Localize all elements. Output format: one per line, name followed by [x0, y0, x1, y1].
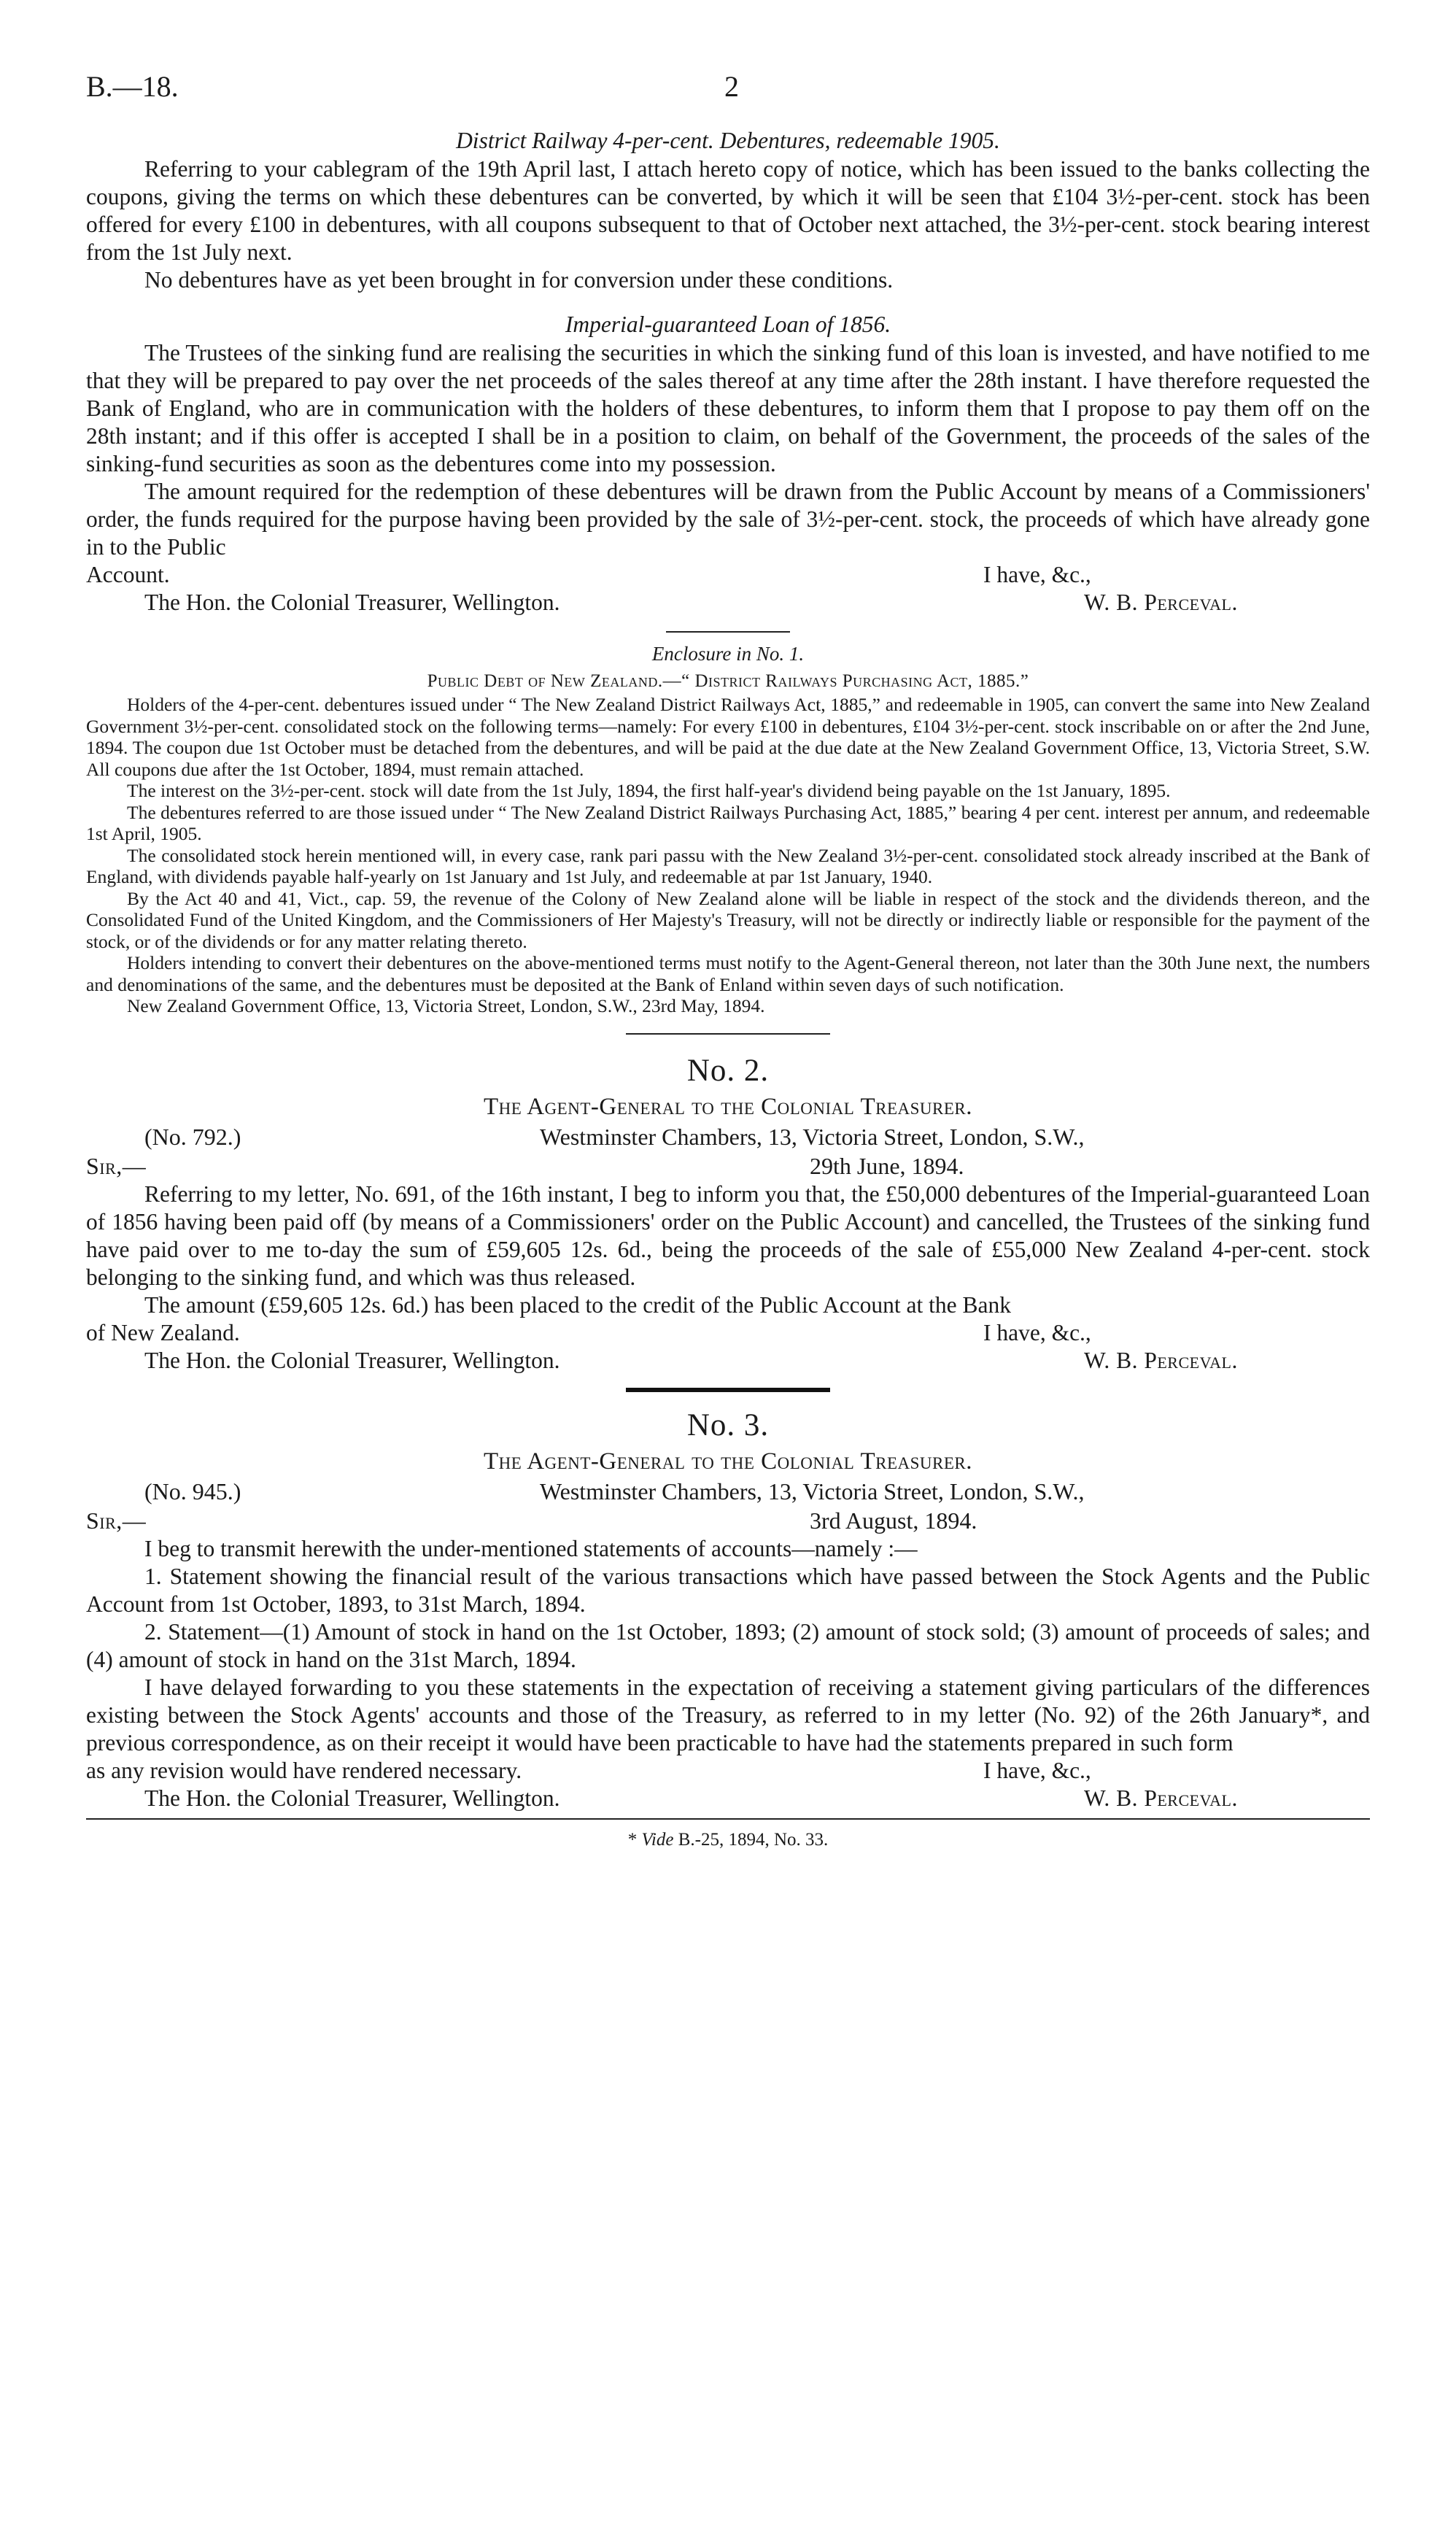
enclosure-title: Enclosure in No. 1.: [651, 643, 805, 665]
divider: [626, 1033, 830, 1035]
imperial-closing: I have, &c.,: [983, 562, 1091, 587]
document-page: [86, 69, 1370, 1852]
enclosure-paragraph: The consolidated stock herein mentioned will, in every case, rank pari passu with the New Zealand 3½-per-cent. consolidated stock already inscribed at the Bank of England, with dividends payable half-yearly on 1st January and 1st July, and redeemable at par 1st January, 1940.: [86, 844, 1370, 887]
divider: [666, 631, 790, 633]
enclosure-paragraph: Holders intending to convert their debentures on the above-mentioned terms must notify to the Agent-General thereon, not later than the 30th June next, the numbers and denominations of the same, and the debentures must be deposited at the Bank of Enland within seven days of such notification.: [86, 952, 1370, 995]
letter-no2-heading: No. 2.: [686, 1053, 770, 1088]
letter-no2-paragraph-2: The amount (£59,605 12s. 6d.) has been placed to the credit of the Public Account at the Bank: [144, 1291, 1011, 1318]
letter-no3-address: Westminster Chambers, 13, Victoria Street, London, S.W.,: [540, 1477, 1085, 1504]
letter-no3-date: 3rd August, 1894.: [810, 1507, 977, 1534]
letter-no3-from-to: The Agent-General to the Colonial Treasurer.: [483, 1448, 973, 1475]
letter-no2-ref: (No. 792.): [144, 1123, 241, 1150]
footnote-reference: B.-25, 1894, No. 33.: [678, 1829, 829, 1850]
enclosure-paragraph: The interest on the 3½-per-cent. stock will date from the 1st July, 1894, the first half-year's dividend being payable on the 1st January, 1895.: [127, 780, 1171, 801]
section-heading-district-railway: District Railway 4-per-cent. Debentures, redeemable 1905.: [456, 128, 1000, 153]
district-paragraph-1: Referring to your cablegram of the 19th April last, I attach hereto copy of notice, which has been issued to the banks collecting the coupons, giving the terms on which these debentures can be converted, by which it will be seen that £104 3½-per-cent. stock has been offered for every £100 in debentures, with all coupons subsequent to that of October next attached, the 3½-per-cent. stock bearing interest from the 1st July next.: [86, 156, 1370, 265]
enclosure-paragraph: The debentures referred to are those issued under “ The New Zealand District Railways Purchasing Act, 1885,” bearing 4 per cent. interest per annum, and redeemable 1st April, 1905.: [86, 801, 1370, 844]
letter-no3-heading: No. 3.: [686, 1407, 770, 1442]
imperial-paragraph-2-end: Account.: [86, 562, 170, 587]
letter-no2-address: Westminster Chambers, 13, Victoria Street, London, S.W.,: [540, 1123, 1085, 1150]
section-heading-imperial-loan: Imperial-guaranteed Loan of 1856.: [565, 312, 891, 337]
footnote-divider: [86, 1818, 1370, 1820]
letter-no2-from-to: The Agent-General to the Colonial Treasurer.: [483, 1093, 973, 1120]
footnote: [86, 1828, 1370, 1852]
letter-no3-closing: I have, &c.,: [983, 1757, 1091, 1783]
letter-no2-salutation: Sir,—: [86, 1152, 147, 1179]
imperial-paragraph-2: The amount required for the redemption of these debentures will be drawn from the Public Account by means of a Commissioners' order, the funds required for the purpose having been provided by the sale of 3½-per-cent. stock, the proceeds of which have already gone in to the Public: [86, 479, 1370, 560]
enclosure-subtitle: Public Debt of New Zealand.—“ District Railways Purchasing Act, 1885.”: [427, 671, 1029, 691]
document-id: B.—18.: [86, 70, 179, 103]
letter-no3-paragraph-4-end: as any revision would have rendered necessary.: [86, 1757, 522, 1783]
letter-no2-closing: I have, &c.,: [983, 1319, 1091, 1345]
letter-no3-paragraph-4: I have delayed forwarding to you these statements in the expectation of receiving a statement giving particulars of the differences existing between the Stock Agents' accounts and those of the Treasury, as referred to in my letter (No. 92) of the 26th January*, and previous correspondence, as on their receipt it would have been practicable to have had the statements prepared in such form: [86, 1674, 1370, 1755]
divider: [626, 1388, 830, 1392]
letter-no2-date-line: [86, 1151, 1370, 1181]
enclosure-paragraph: By the Act 40 and 41, Vict., cap. 59, the revenue of the Colony of New Zealand alone will be liable in respect of the stock and the dividends thereon, and the Consolidated Fund of the United Kingdom, and the Commissioners of Her Majesty's Treasury, will not be directly or indirectly liable or responsible for the payment of the stock, or of the dividends or for any matter relating thereto.: [86, 887, 1370, 952]
imperial-addressee: The Hon. the Colonial Treasurer, Wellington.: [144, 590, 560, 615]
enclosure-paragraph: New Zealand Government Office, 13, Victoria Street, London, S.W., 23rd May, 1894.: [127, 995, 765, 1016]
letter-no2-closing-line: [86, 1319, 1370, 1347]
letter-no3-addressee: The Hon. the Colonial Treasurer, Wellington.: [144, 1785, 560, 1811]
letter-no3-closing-line: [86, 1757, 1370, 1785]
letter-no2-signature: W. B. Perceval.: [1084, 1347, 1238, 1373]
letter-no3-salutation: Sir,—: [86, 1507, 147, 1534]
letter-no2-date: 29th June, 1894.: [810, 1152, 964, 1179]
letter-no3-date-line: [86, 1506, 1370, 1535]
page-number: 2: [724, 70, 739, 103]
letter-no3-ref: (No. 945.): [144, 1477, 241, 1504]
imperial-signature-line: [86, 589, 1370, 617]
letter-no2-paragraph-1: Referring to my letter, No. 691, of the 16th instant, I beg to inform you that, the £50,000 debentures of the Imperial-guaranteed Loan of 1856 having been paid off (by means of a Commissioners' order on the Public Account) and cancelled, the Trustees of the sinking fund have paid over to me to-day the sum of £59,605 12s. 6d., being the proceeds of the sale of £55,000 New Zealand 4-per-cent. stock belonging to the sinking fund, and which was thus released.: [86, 1181, 1370, 1290]
letter-no3-address-line: [86, 1477, 1370, 1506]
letter-no3-signature-line: [86, 1785, 1370, 1812]
enclosure-paragraph: Holders of the 4-per-cent. debentures issued under “ The New Zealand District Railways Act, 1885,” and redeemable in 1905, can convert the same into New Zealand Government 3½-per-cent. consolidated stock on the following terms—namely: For every £100 in debentures, £104 3½-per-cent. stock inscribable on or after the 2nd June, 1894. The coupon due 1st October must be detached from the debentures, and will be paid at the due date at the New Zealand Government Office, 13, Victoria Street, S.W. All coupons due after the 1st October, 1894, must remain attached.: [86, 694, 1370, 780]
imperial-paragraph-1: The Trustees of the sinking fund are realising the securities in which the sinking fund of this loan is invested, and have notified to me that they will be prepared to pay over the net proceeds of the sales thereof at any time after the 28th instant. I have therefore requested the Bank of England, who are in communication with the holders of these debentures, to inform them that I propose to pay them off on the 28th instant; and if this offer is accepted I shall be in a position to claim, on behalf of the Government, the proceeds of the sales of the sinking-fund securities as soon as the debentures come into my possession.: [86, 340, 1370, 476]
letter-no2-addressee: The Hon. the Colonial Treasurer, Wellington.: [144, 1347, 560, 1373]
letter-no3-paragraph-3: 2. Statement—(1) Amount of stock in hand on the 1st October, 1893; (2) amount of stock sold; (3) amount of proceeds of sales; and (4) amount of stock in hand on the 31st March, 1894.: [86, 1618, 1370, 1672]
letter-no2-address-line: [86, 1122, 1370, 1151]
letter-no3-signature: W. B. Perceval.: [1084, 1785, 1238, 1811]
footnote-marker: *: [627, 1829, 638, 1850]
footnote-vide: Vide: [641, 1829, 674, 1850]
letter-no3-paragraph-2: 1. Statement showing the financial result of the various transactions which have passed between the Stock Agents and the Public Account from 1st October, 1893, to 31st March, 1894.: [86, 1563, 1370, 1617]
letter-no3-paragraph-1: I beg to transmit herewith the under-mentioned statements of accounts—namely :—: [144, 1535, 918, 1561]
letter-no2-signature-line: [86, 1347, 1370, 1375]
letter-no2-paragraph-2-end: of New Zealand.: [86, 1319, 240, 1345]
district-paragraph-2: No debentures have as yet been brought in for conversion under these conditions.: [144, 267, 894, 293]
page-header: [86, 69, 1370, 120]
imperial-signature: W. B. Perceval.: [1084, 590, 1238, 615]
imperial-closing-line: [86, 561, 1370, 589]
